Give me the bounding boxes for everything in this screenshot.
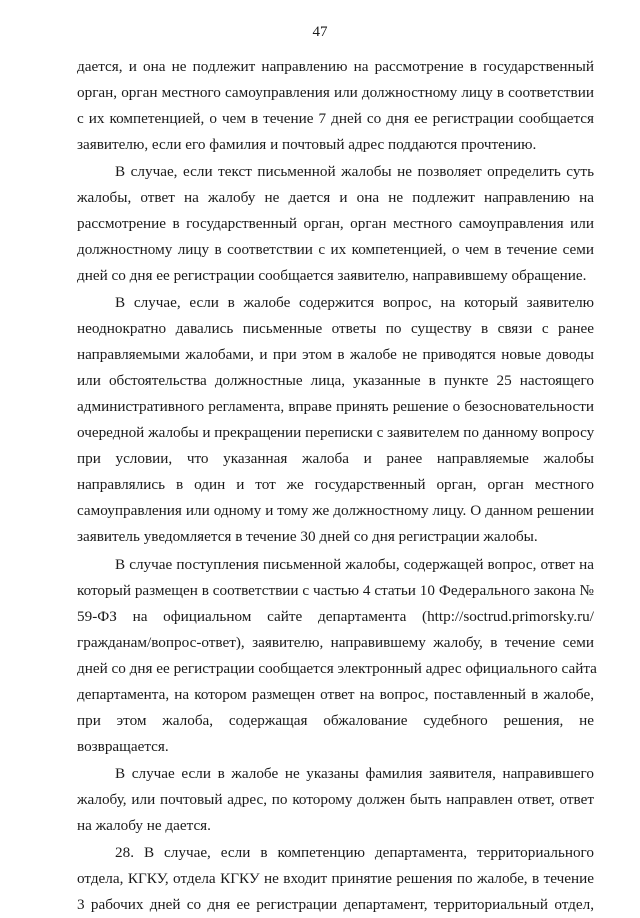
text-line: 59-ФЗ на официальном сайте департамента (http://soctrud.primorsky.ru/ xyxy=(77,607,594,625)
text-line: направлялись в один и тот же государственный орган, орган местного xyxy=(77,476,594,494)
text-line: В случае поступления письменной жалобы, содержащей вопрос, ответ на xyxy=(115,555,594,573)
text-line: который размещен в соответствии с частью 4 статьи 10 Федерального закона № xyxy=(77,581,594,599)
text-line: должностному лицу в соответствии с их компетенцией, о чем в течение семи xyxy=(77,241,594,259)
text-line: отдела, КГКУ, отдела КГКУ не входит принятие решения по жалобе, в течение xyxy=(77,869,594,887)
text-line: самоуправления или одному и тому же должностному лицу. О данном решении xyxy=(77,502,594,520)
text-line: дней со дня ее регистрации сообщается электронный адрес официального сайта xyxy=(77,659,597,677)
text-line: возвращается. xyxy=(77,737,169,755)
text-line: дней со дня ее регистрации сообщается заявителю, направившему обращение. xyxy=(77,267,587,285)
text-line: заявителю, если его фамилия и почтовый адрес поддаются прочтению. xyxy=(77,136,537,153)
text-line: 28. В случае, если в компетенцию департамента, территориального xyxy=(115,843,594,861)
text-line: дается, и она не подлежит направлению на рассмотрение в государственный xyxy=(77,58,594,75)
text-line: В случае, если текст письменной жалобы не позволяет определить суть xyxy=(115,163,594,181)
text-line: рассмотрение в государственный орган, орган местного самоуправления или xyxy=(77,215,594,233)
text-line: неоднократно давались письменные ответы по существу в связи с ранее xyxy=(77,320,594,338)
text-line: В случае, если в жалобе содержится вопрос, на который заявителю xyxy=(115,294,594,312)
text-line: направляемыми жалобами, и при этом в жалобе не приводятся новые доводы xyxy=(77,346,594,364)
text-line: при условии, что указанная жалоба и ранее направляемые жалобы xyxy=(77,450,594,468)
text-line: В случае если в жалобе не указаны фамилия заявителя, направившего xyxy=(115,764,594,782)
text-line: административного регламента, вправе принять решение о безосновательности xyxy=(77,398,594,416)
document-body xyxy=(77,54,597,918)
text-line: с их компетенцией, о чем в течение 7 дней со дня ее регистрации сообщается xyxy=(77,110,594,127)
text-line: или обстоятельства должностные лица, указанные в пункте 25 настоящего xyxy=(77,372,594,390)
text-line: 3 рабочих дней со дня ее регистрации департамент, территориальный отдел, xyxy=(77,895,594,913)
text-line: на жалобу не дается. xyxy=(77,816,211,834)
text-line: жалобу, или почтовый адрес, по которому должен быть направлен ответ, ответ xyxy=(77,790,594,808)
text-line: департамента, на котором размещен ответ на вопрос, поставленный в жалобе, xyxy=(77,685,594,703)
text-line: орган, орган местного самоуправления или должностному лицу в соответствии xyxy=(77,84,594,101)
text-line: при этом жалоба, содержащая обжалование судебного решения, не xyxy=(77,711,594,729)
text-line: заявитель уведомляется в течение 30 дней со дня регистрации жалобы. xyxy=(77,528,538,546)
text-line: гражданам/вопрос-ответ), заявителю, направившему жалобу, в течение семи xyxy=(77,633,594,651)
page-number: 47 xyxy=(312,24,328,40)
text-line: жалобы, ответ на жалобу не дается и она не подлежит направлению на xyxy=(77,189,594,207)
text-line: очередной жалобы и прекращении переписки с заявителем по данному вопросу xyxy=(77,424,595,442)
